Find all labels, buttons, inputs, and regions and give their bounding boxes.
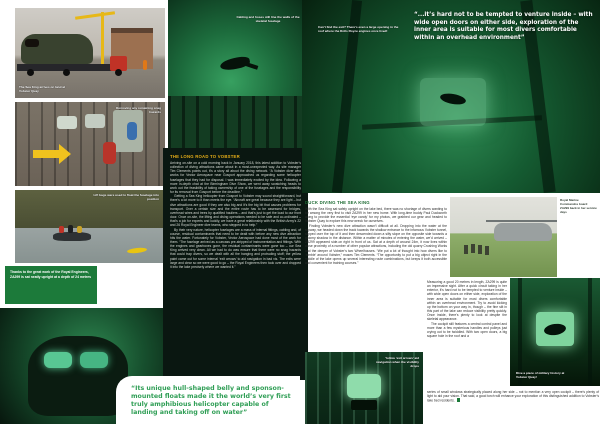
marine-shape [478,245,482,254]
crew-shape [77,226,82,233]
photo-caption: Royal Marine Commandos board ZA299 back in her service days [560,198,597,214]
closing-paragraph-block [427,390,599,403]
boat-shape [53,232,91,241]
photo-boat-lake [15,190,165,263]
article-heading: THE LONG ROAD TO VOBSTER [170,154,240,159]
cockpit-window-shape [25,39,39,47]
windscreen-glow-shape [347,374,381,398]
helicopter-nose-shape [28,336,128,416]
worker-red-shape [103,142,116,164]
end-marker-icon [457,398,460,401]
marine-shape [485,246,489,255]
photo-caption: Cabling and hoses still line the walls of the skeletal fuselage [236,15,300,23]
marine-shape [464,245,468,254]
pull-quote-left: “Its unique hull-shaped belly and sponson-mounted floats made it the world’s very first truly amphibious helicopter capable of landing and taking off on water” [131,385,291,417]
closing-text: series of small windows strategically placed along her side – not to mention a very open cockpit – there’s plenty of light to aid your vision. That said, a good torch will enhance your exploration of this distinguished addition to Vobster’s lake bed residents. [427,390,599,403]
wheel-shape [115,69,122,76]
section-column-1 [305,200,447,265]
photo-caption: The Sea King arrives on land at Vobster Quay [19,85,66,94]
photo-caption: Can’t find the exit? There’s even a large opening in the roof where the Rolls Royce engines once lived! [318,25,399,33]
article-paragraph: Getting a Sea King helicopter from Gosport to Vobster may sound straightforward, but there’s a lot more to it than meets the eye. “Aircraft are great because they are light – but dive attractions are good if they are also big and it’s the big bit that causes problems for transport. Over a certain size and the entire route has to be assessed for bridges, overhead wires and trees by qualified hauliers – and that’s just to get the load to our front door. Once on-site, the lifting and diving operations needed to be safe and co-ordinated – that’s a job for experts and luckily, we have a great relationship with the British Army’s 22 and 26 Royal Engineer dive teams, who stepped in to help.” [170,194,301,228]
wheel-shape [63,69,70,76]
diver-fins-shape [246,62,259,70]
photo-diver-descending [510,278,600,386]
worker-blue-shape [127,122,137,140]
yellow-arrow-head-shape [59,144,71,164]
window-shape [85,114,105,128]
photo-roof-opening [302,0,600,193]
closing-paragraph [427,390,599,403]
marine-shape [471,244,475,253]
section-paragraph: With the Sea King sat safely upright on the lake bed, there was no shortage of divers wanting to be among the very first to visit ZA299 in her new home. With long-time buddy Paul Duckworth along to provide the essential ‘eye candy’ for my photos, we grabbed our gear and headed to Vobster Quay to explore this new wreck for ourselves. [305,207,447,224]
wheel-shape [27,69,34,76]
pull-quote-right: “...it’s hard not to be tempted to venture inside – with wide open doors on either side, exploration of the inner area is suitable for most divers comfortable within an overhead environment” [414,12,593,41]
section-paragraph: Measuring a good 20 metres in length, ZA299 is quite an impressive sight. After a quick circuit taking in her exterior, it’s hard not to be tempted to venture inside – with wide open doors on either side, exploration of the inner area is suitable for most divers comfortable within an overhead environment. Try to avoid kicking up the bottom on your way in, though – the fine silt in this part of the lake can reduce visibility pretty quickly. Once inside, there’s plenty to look at despite the skeletal appearance. [427,280,507,322]
photo-caption: Dive a piece of military history at Vobster Quay! [516,371,565,380]
green-caption-box [5,266,97,304]
section-paragraph: The cockpit still features a central control panel and more than a few mysterious handles and pulleys just crying out to be twiddled. With two open doors, a big square hole in the roof and a [427,321,507,339]
crane-boom-shape [75,11,115,19]
wreck-roof-shape [168,96,308,148]
section-paragraph: Finding Vobster’s new dive attraction wasn’t difficult at all. Dropping into the water at the slipway, we headed down the track towards the shallow entrance to the infamous Vobster tunnel, slipped over the top of it and then descended down a silty slope on the opposite side towards a gloomy shadow in the distance. Within a matter of minutes of entering the water, we’d arrived – ZA299 appeared side-on right in front of us. Sat at a depth of around 24m, it now lives within close proximity of a number of other popular attractions, including the old quarry Crushing Works and the deeper of Vobster’s two Wheelhouses. “We put a lot of thought into how divers like to ‘bimble’ around Vobster,” muses Tim Clements. “The opportunity to put a big object right in the middle of the lake opens up several interesting route combinations, but keeps it both accessible and convenient for training courses.” [305,223,447,266]
photo-lorry-arrival [15,8,165,98]
cockpit-glow-shape [44,352,72,368]
crew-shape [68,225,73,233]
photo-cockpit-interior [305,352,423,424]
section-heading: DUCK DIVING THE SEA KING [305,200,370,205]
green-caption-text: Thanks to the great work of the Royal Engineers, ZA299 is sat neatly upright at a depth of 24 metres [10,270,92,279]
crew-shape [59,226,64,233]
article-paragraph: Arriving on-site on a cold morning back in January 2018, this latest addition to Vobster’s collection of diving attractions came about in a most-unexpected way. As site manager Tim Clements points out, it’s a story all about the diving network. “A Vobster diver who works for Vector Aerospace near Gosport approached us regarding some helicopter fuselages that they had for disposal. I was immediately excited by the idea. Following a more in-depth chat at the Birmingham Dive Show, we went away scratching heads to work out the feasibility of taking ownership of one of the fuselages and the responsibility for its removal from Gosport before the deadline.” [170,161,301,195]
cockpit-glow-shape [80,352,108,368]
photo-service-days [450,197,557,277]
window-shape [57,116,77,129]
photo-caption: Lift bags were used to float the fuselage into position [93,193,159,201]
photo-fuselage-interior [15,102,165,186]
yellow-arrow-shape [33,150,59,158]
pull-quote-left-panel [116,376,300,424]
photo-caption: Removing any remaining snag hazards [116,106,161,114]
worker-shape [143,60,147,70]
photo-diver-over-wreck [168,0,308,148]
kayak-shape [127,247,147,254]
frame-rib-shape [588,278,592,386]
rotor-shape [486,220,557,222]
article-paragraph: By their very nature, helicopter fuselages are a mass of internal fittings, cabling and, of course, residual contaminants that need to be dealt with before any new dive attraction hits the water. Fortunately for Vobster, Vector Aerospace had done most of the work for them. “The fuselage arrived as a carcass pre-stripped of instrumentation and fittings. With the engines and gearboxes gone, the residual contaminants were gone too – our Sea King arrived very clean. All we had to do was ensure that there were no snag hazards that could trap divers, so we dealt with all the hanging and protruding stuff; the yellow paint came out for some internal ‘exit arrows’ to aid navigation in bad vis. The exits were large and clear so we were good to go – the Royal Engineers then took over and dropped it into the lake precisely where we wanted it.” [170,227,301,269]
helicopter-grey-shape [494,223,552,241]
article-panel [163,148,308,380]
console-shape [351,400,377,410]
section-column-2 [427,280,507,338]
crane-shape [101,12,104,66]
frame-rib-shape [518,278,522,386]
photo-caption: Yellow ‘exit arrows’ aid navigation when the visibility drops [376,356,419,368]
